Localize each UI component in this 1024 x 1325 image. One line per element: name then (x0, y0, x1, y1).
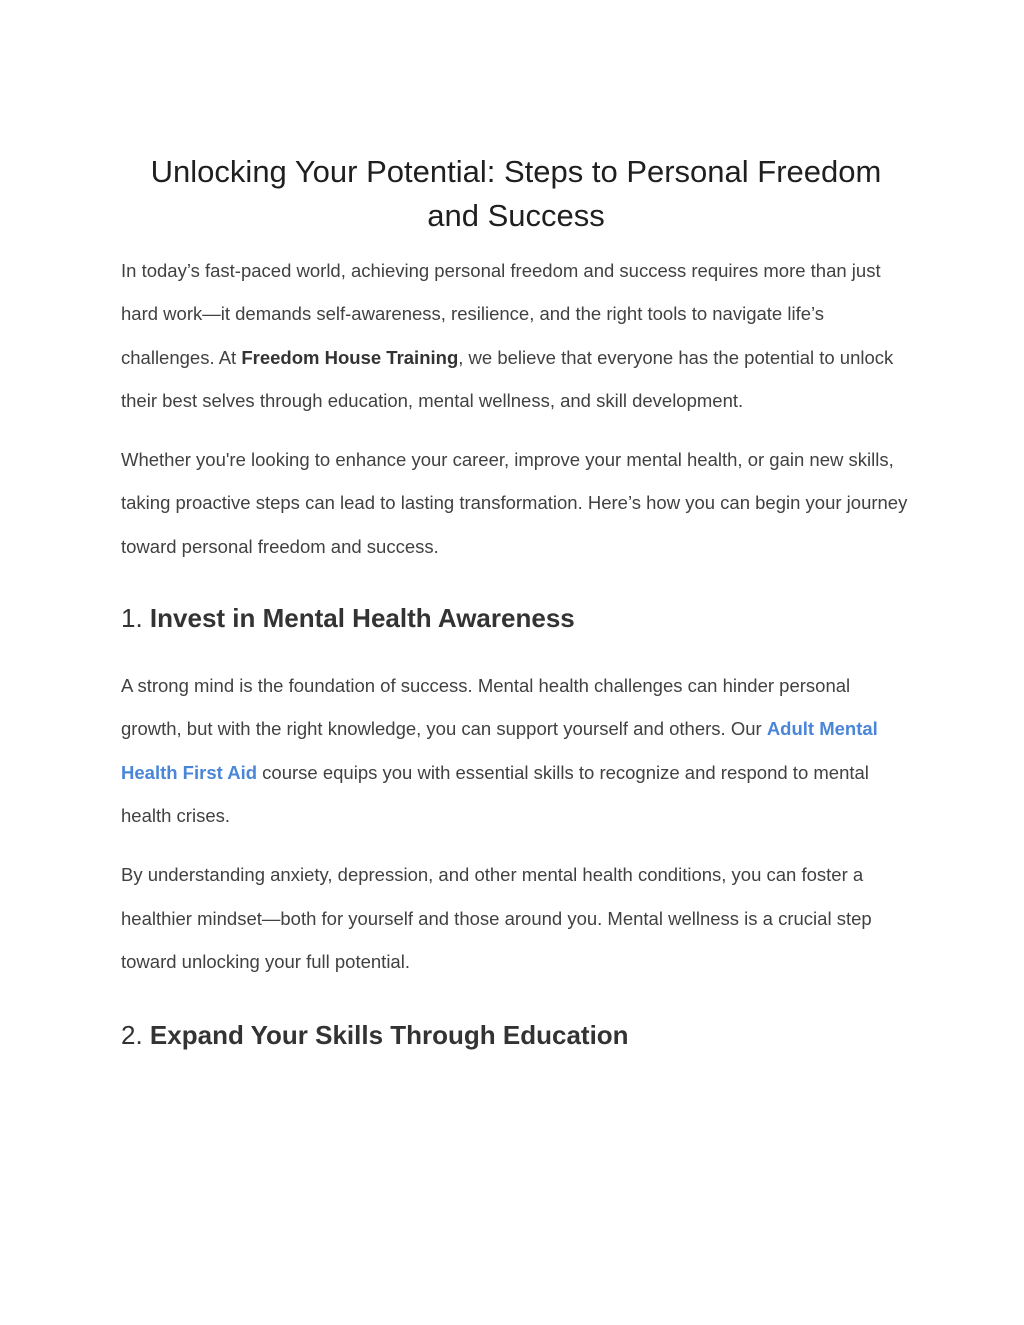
section-number-1: 1. (121, 603, 143, 634)
page-title: Unlocking Your Potential: Steps to Personal Freedom and Success (150, 154, 882, 233)
section-number-2: 2. (121, 1020, 143, 1051)
section-title-1: Invest in Mental Health Awareness (149, 603, 575, 634)
company-name: Freedom House Training (241, 346, 459, 368)
intro-paragraph-2: Whether you're looking to enhance your career, improve your mental health, or gain new skills, taking proactive steps can lead to lasting transformation. Here’s how you can begin your journey toward personal freedom and success. (121, 449, 908, 557)
section-title-2: Expand Your Skills Through Education (149, 1020, 629, 1051)
section-heading-2 (121, 1018, 911, 1052)
mental-health-first-aid-link[interactable]: Adult Mental Health First Aid (121, 718, 878, 783)
intro-text-after: , we believe that everyone has the potential to unlock their best selves through education, mental wellness, and skill development. (121, 346, 894, 411)
section-1-text-after: course equips you with essential skills to recognize and respond to mental health crises. (121, 761, 869, 826)
section-1-paragraph-2: By understanding anxiety, depression, and other mental health conditions, you can foster a healthier mindset—both for yourself and those around you. Mental wellness is a crucial step toward unlocking your full potential. (121, 864, 872, 972)
document-page (121, 150, 911, 1052)
section-heading-1 (121, 601, 911, 635)
section-1-paragraph-1 (121, 664, 911, 837)
intro-text-before: In today’s fast-paced world, achieving personal freedom and success requires more than just hard work—it demands self-awareness, resilience, and the right tools to navigate life’s challenges. At (121, 260, 881, 368)
intro-paragraph-1 (121, 249, 911, 422)
section-1-text-before: A strong mind is the foundation of success. Mental health challenges can hinder personal growth, but with the right knowledge, you can support yourself and others. Our (121, 675, 851, 740)
